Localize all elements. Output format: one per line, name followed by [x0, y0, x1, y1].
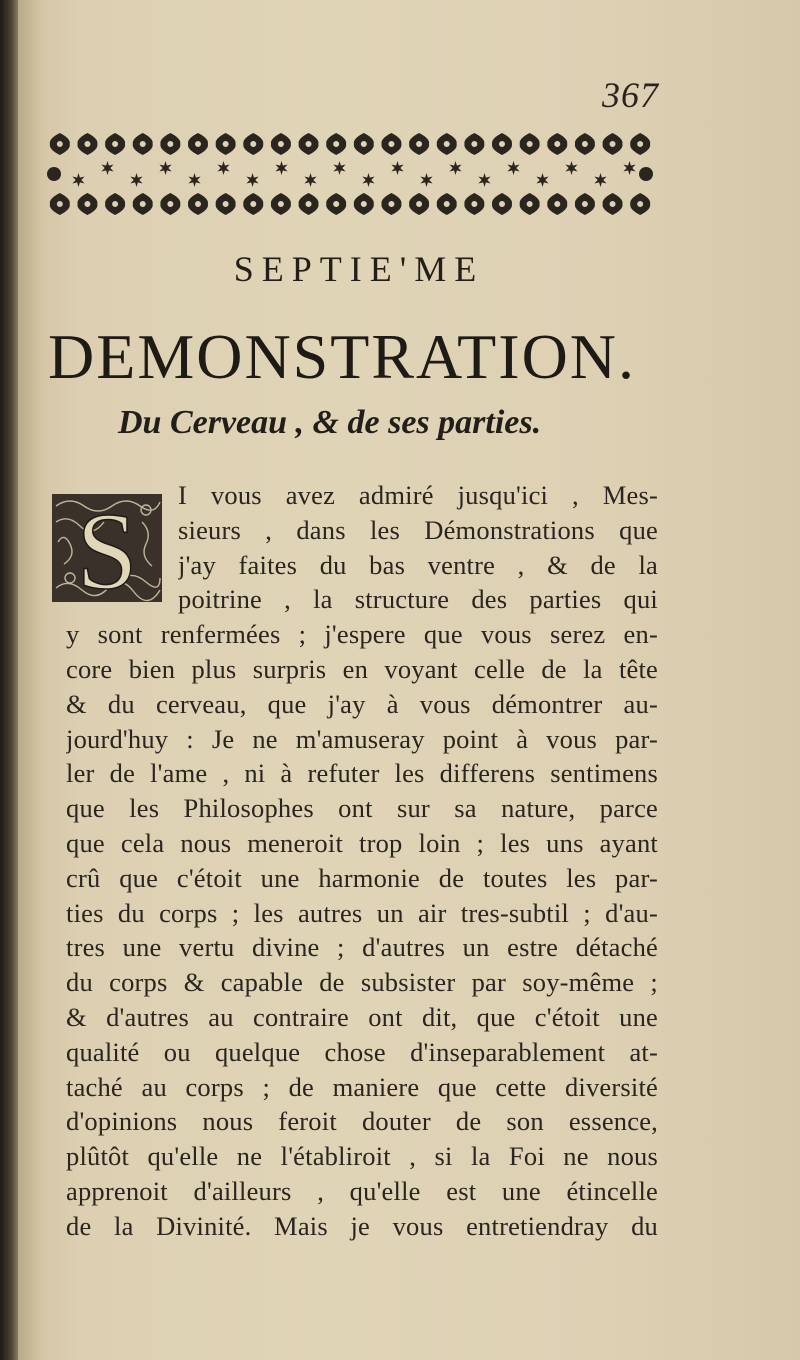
ornament-fleuron — [381, 193, 401, 215]
body-line: que les Philosophes ont sur sa nature, parce — [66, 793, 658, 824]
ornament-fleuron — [326, 133, 346, 155]
body-line: sieurs , dans les Démonstrations que — [178, 514, 658, 545]
ornament-fleuron — [188, 133, 208, 155]
body-line: du corps & capable de subsister par soy-même ; — [66, 967, 658, 998]
ornament-star — [130, 173, 142, 187]
ornament-fleuron — [520, 133, 540, 155]
body-line: jourd'huy : Je ne m'amuseray point à vous par- — [66, 723, 658, 754]
ornament-fleuron — [299, 193, 319, 215]
ornament-fleuron — [492, 193, 512, 215]
ornament-fleuron — [354, 193, 374, 215]
ornament-star — [72, 173, 84, 187]
ornament-star — [478, 173, 490, 187]
ornament-star — [101, 161, 113, 175]
ornament-fleuron — [575, 133, 595, 155]
ornament-fleuron — [492, 133, 512, 155]
ornament-star — [536, 173, 548, 187]
body-line: & d'autres au contraire ont dit, que c'étoit une — [66, 1002, 658, 1032]
ornament-fleuron — [464, 133, 484, 155]
body-line: qualité ou quelque chose d'inseparablement at- — [66, 1036, 658, 1067]
body-line: I vous avez admiré jusqu'ici , Mes- — [178, 480, 658, 510]
ornament-star — [304, 173, 316, 187]
book-page — [18, 0, 800, 1360]
ornament-fleuron — [188, 193, 208, 215]
ornament-fleuron — [381, 133, 401, 155]
body-line: taché au corps ; de maniere que cette diversité — [66, 1071, 658, 1102]
body-line: y sont renfermées ; j'espere que vous serez en- — [66, 619, 658, 650]
body-line: que cela nous meneroit trop loin ; les uns ayant — [66, 828, 658, 858]
ornament-fleuron — [216, 133, 236, 155]
body-line: de la Divinité. Mais je vous entretiendray du — [66, 1210, 658, 1241]
page-number: 367 — [602, 75, 659, 115]
ornament-fleuron — [354, 133, 374, 155]
ornament-fleuron — [77, 193, 97, 215]
body-line: ties du corps ; les autres un air tres-subtil ; d'au- — [66, 897, 658, 928]
book-spine-shadow — [0, 0, 18, 1360]
ornament-fleuron — [409, 193, 429, 215]
ornament-fleuron — [326, 193, 346, 215]
ornament-fleuron — [133, 133, 153, 155]
ornament-fleuron — [603, 133, 623, 155]
ornament-star — [391, 161, 403, 175]
drop-cap-letter: S — [76, 492, 138, 604]
ornament-star — [246, 173, 258, 187]
section-subtitle: Du Cerveau , & de ses parties. — [118, 404, 542, 441]
ornament-fleuron — [243, 193, 263, 215]
ornament-fleuron — [409, 133, 429, 155]
ornament-endcap — [639, 167, 653, 181]
ornament-fleuron — [160, 193, 180, 215]
section-heading-title: DEMONSTRATION. — [48, 321, 636, 392]
ornament-fleuron — [50, 193, 70, 215]
ornament-fleuron — [271, 133, 291, 155]
ornament-fleuron — [547, 193, 567, 215]
ornament-star — [362, 173, 374, 187]
body-line: ler de l'ame , ni à refuter les differens sentimens — [66, 758, 658, 789]
ornament-fleuron — [105, 193, 125, 215]
ornament-star — [623, 161, 635, 175]
body-line: plûtôt qu'elle ne l'établiroit , si la Foi ne nous — [66, 1141, 658, 1172]
ornament-fleuron — [547, 133, 567, 155]
body-line: j'ay faites du bas ventre , & de la — [178, 549, 658, 580]
body-line: poitrine , la structure des parties qui — [178, 584, 658, 615]
ornament-fleuron — [299, 133, 319, 155]
ornament-fleuron — [437, 193, 457, 215]
ornament-fleuron — [630, 193, 650, 215]
ornament-fleuron — [77, 133, 97, 155]
ornament-fleuron — [437, 133, 457, 155]
ornament-star — [159, 161, 171, 175]
body-line: tres une vertu divine ; d'autres un estre détaché — [66, 932, 658, 963]
ornament-fleuron — [575, 193, 595, 215]
ornament-fleuron — [603, 193, 623, 215]
ornament-fleuron — [105, 133, 125, 155]
ornament-star — [420, 173, 432, 187]
ornament-star — [333, 161, 345, 175]
body-line: crû que c'étoit une harmonie de toutes les par- — [66, 862, 658, 893]
ornament-star — [188, 173, 200, 187]
body-line: core bien plus surpris en voyant celle de la tête — [66, 654, 658, 684]
ornament-star — [217, 161, 229, 175]
section-heading-ordinal: SEPTIE'ME — [233, 249, 485, 289]
drop-cap-ornament — [50, 492, 164, 604]
ornament-star — [565, 161, 577, 175]
ornament-fleuron — [464, 193, 484, 215]
ornament-fleuron — [630, 133, 650, 155]
body-line: d'opinions nous feroit douter de son essence, — [66, 1106, 658, 1137]
body-line: apprenoit d'ailleurs , qu'elle est une étincelle — [66, 1176, 658, 1206]
ornament-star — [507, 161, 519, 175]
ornament-fleuron — [243, 133, 263, 155]
body-line: & du cerveau, que j'ay à vous démontrer au- — [66, 688, 658, 719]
ornament-fleuron — [160, 133, 180, 155]
ornament-star — [275, 161, 287, 175]
ornament-endcap — [47, 167, 61, 181]
ornament-fleuron — [216, 193, 236, 215]
ornament-fleuron — [133, 193, 153, 215]
ornament-star — [449, 161, 461, 175]
ornamental-headpiece — [46, 128, 654, 220]
ornament-star — [594, 173, 606, 187]
ornament-fleuron — [50, 133, 70, 155]
ornament-fleuron — [271, 193, 291, 215]
ornament-fleuron — [520, 193, 540, 215]
